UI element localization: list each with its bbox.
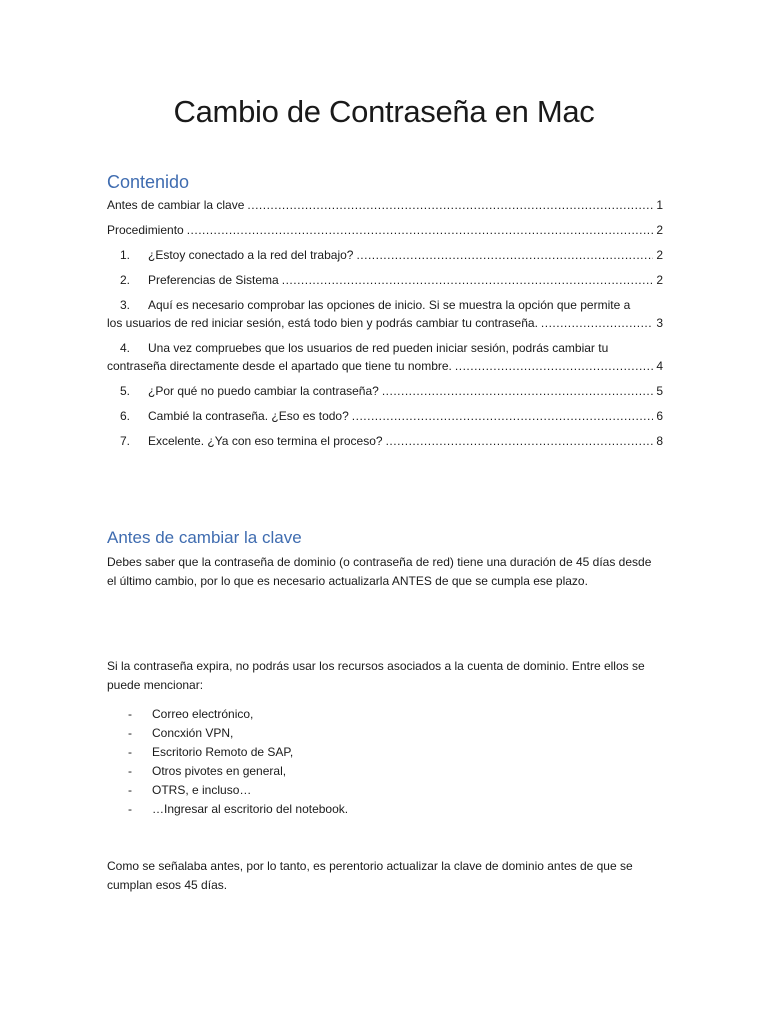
toc-page-number: 3: [656, 316, 663, 330]
toc-step-number: 4.: [120, 341, 131, 355]
list-item-text: Concxión VPN,: [152, 726, 234, 740]
toc-step-number: 6.: [120, 409, 131, 423]
toc-step-number: 7.: [120, 434, 131, 448]
section-paragraph: Si la contraseña expira, no podrás usar los recursos asociados a la cuenta de dominio. Entre ellos se puede mencionar:: [107, 659, 645, 692]
toc-step-number: 2.: [120, 273, 131, 287]
toc-page-number: 5: [656, 384, 663, 398]
toc-entry-step-2[interactable]: [107, 271, 663, 289]
toc-entry-step-3[interactable]: [107, 296, 663, 332]
toc-entry-antes[interactable]: [107, 196, 663, 214]
resource-list: [128, 705, 348, 819]
section-paragraph: Como se señalaba antes, por lo tanto, es perentorio actualizar la clave de dominio antes de que se cumplan esos 45 días.: [107, 859, 633, 892]
list-item-text: Otros pivotes en general,: [152, 764, 287, 778]
table-of-contents: [107, 196, 663, 457]
toc-leader-dots: [386, 432, 654, 450]
toc-entry-text-line1: Una vez compruebes que los usuarios de red pueden iniciar sesión, podrás cambiar tu: [148, 341, 609, 355]
list-item-text: Correo electrónico,: [152, 707, 254, 721]
section-heading: Antes de cambiar la clave: [107, 528, 302, 547]
toc-page-number: 2: [656, 223, 663, 237]
toc-leader-dots: [382, 382, 654, 400]
toc-entry-text: Preferencias de Sistema: [148, 273, 279, 287]
toc-leader-dots: [247, 196, 653, 214]
toc-leader-dots: [352, 407, 654, 425]
toc-page-number: 2: [656, 273, 663, 287]
toc-entry-text: ¿Estoy conectado a la red del trabajo?: [148, 248, 354, 262]
bullet-marker: -: [128, 764, 132, 778]
bullet-marker: -: [128, 745, 132, 759]
toc-entry-step-5[interactable]: [107, 382, 663, 400]
toc-leader-dots: [356, 246, 653, 264]
bullet-marker: -: [128, 783, 132, 797]
list-item-text: OTRS, e incluso…: [152, 783, 252, 797]
toc-entry-text-line2: los usuarios de red iniciar sesión, está todo bien y podrás cambiar tu contraseña.: [107, 316, 538, 330]
document-title: Cambio de Contraseña en Mac: [173, 94, 595, 129]
toc-leader-dots: [187, 221, 654, 239]
toc-entry-text-line1: Aquí es necesario comprobar las opciones de inicio. Si se muestra la opción que permite a: [148, 298, 631, 312]
toc-page-number: 1: [656, 198, 663, 212]
list-item: [128, 781, 348, 800]
toc-heading: Contenido: [107, 172, 190, 192]
toc-entry-text: Excelente. ¿Ya con eso termina el proceso?: [148, 434, 383, 448]
toc-leader-dots: [282, 271, 654, 289]
toc-step-number: 3.: [120, 298, 131, 312]
toc-entry-procedimiento[interactable]: [107, 221, 663, 239]
toc-leader-dots: [541, 314, 653, 332]
toc-page-number: 8: [656, 434, 663, 448]
toc-page-number: 6: [656, 409, 663, 423]
toc-leader-dots: [455, 357, 653, 375]
list-item: [128, 705, 348, 724]
toc-entry-step-4[interactable]: [107, 339, 663, 375]
toc-entry-step-6[interactable]: [107, 407, 663, 425]
toc-step-number: 5.: [120, 384, 131, 398]
toc-step-number: 1.: [120, 248, 131, 262]
toc-entry-text: Cambié la contraseña. ¿Eso es todo?: [148, 409, 349, 423]
toc-entry-step-7[interactable]: [107, 432, 663, 450]
bullet-marker: -: [128, 707, 132, 721]
toc-entry-text: ¿Por qué no puedo cambiar la contraseña?: [148, 384, 379, 398]
list-item-text: Escritorio Remoto de SAP,: [152, 745, 294, 759]
list-item: [128, 724, 348, 743]
list-item: [128, 762, 348, 781]
section-paragraph: Debes saber que la contraseña de dominio (o contraseña de red) tiene una duración de 45 días desde el último cambio, por lo que es necesario actualizarla ANTES de que se cumpla ese plazo.: [107, 555, 652, 588]
bullet-marker: -: [128, 802, 132, 816]
toc-entry-text: Procedimiento: [107, 223, 184, 237]
bullet-marker: -: [128, 726, 132, 740]
toc-page-number: 2: [656, 248, 663, 262]
list-item: [128, 743, 348, 762]
toc-entry-text: Antes de cambiar la clave: [107, 198, 245, 212]
toc-entry-text-line2: contraseña directamente desde el apartado que tiene tu nombre.: [107, 359, 452, 373]
list-item: [128, 800, 348, 819]
toc-page-number: 4: [656, 359, 663, 373]
list-item-text: …Ingresar al escritorio del notebook.: [152, 802, 349, 816]
toc-entry-step-1[interactable]: [107, 246, 663, 264]
